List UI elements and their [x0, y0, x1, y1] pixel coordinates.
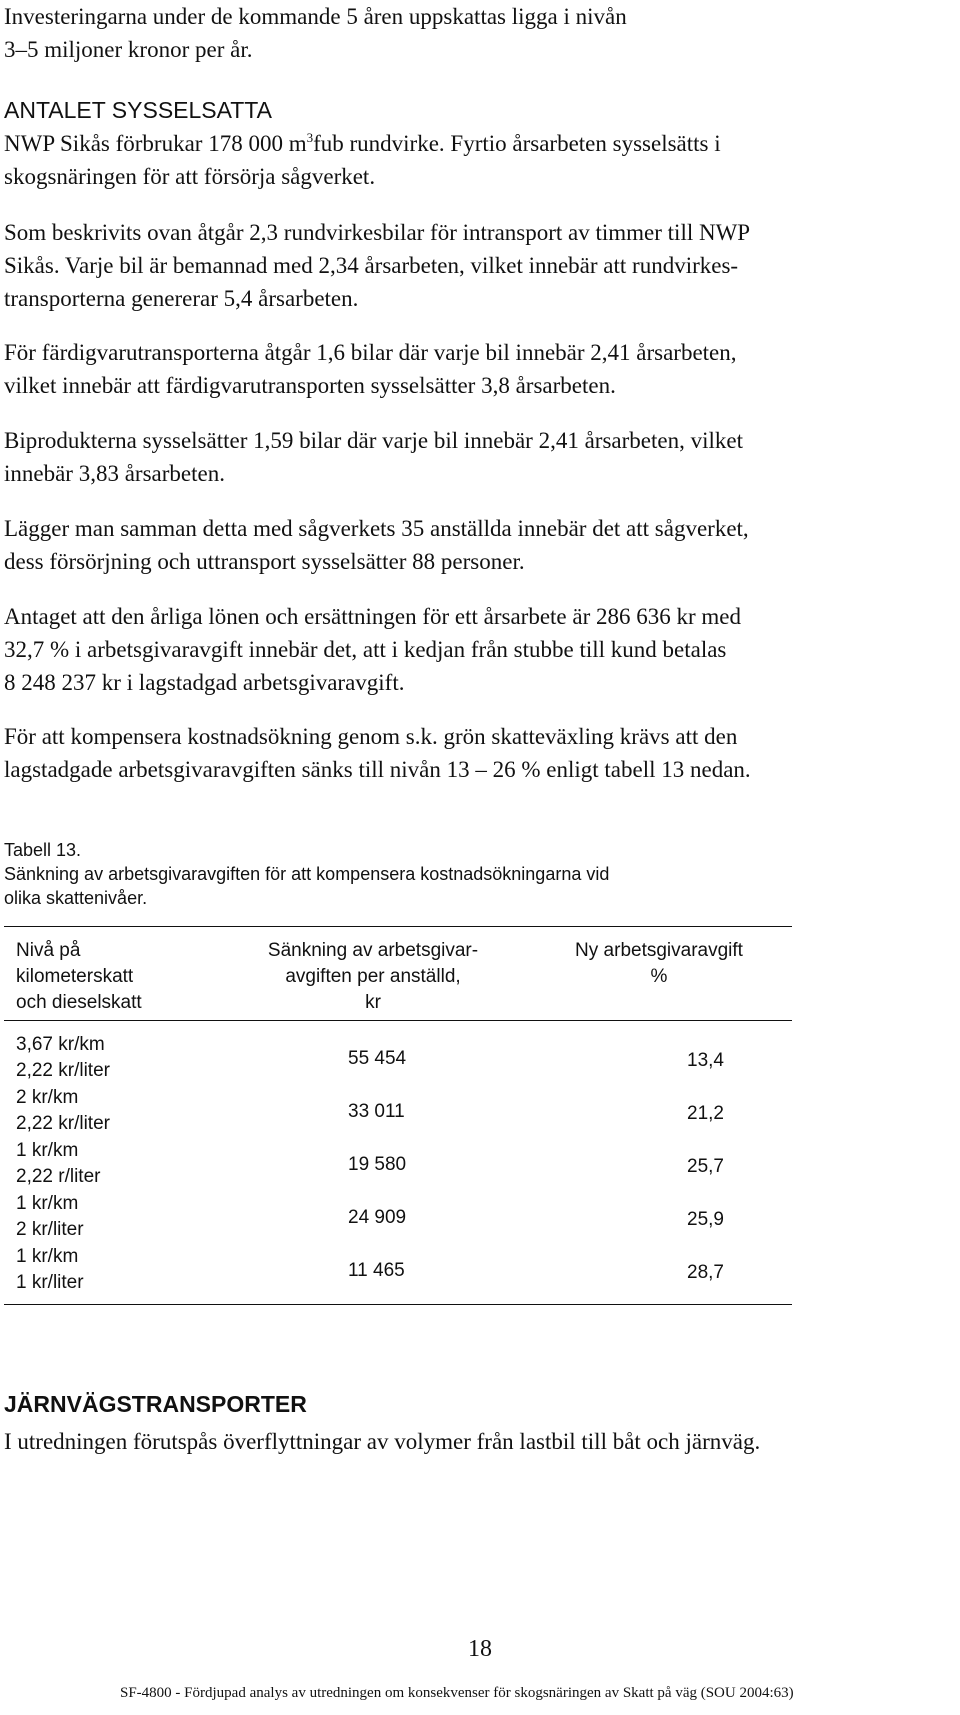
header-level-line-2: kilometerskatt	[16, 966, 134, 987]
paragraph-1	[4, 127, 956, 193]
row-4-level-line-1: 1 kr/km	[16, 1193, 79, 1214]
table-row-1-level	[16, 1032, 236, 1084]
row-3-level-line-2: 2,22 r/liter	[16, 1166, 101, 1187]
paragraph-1-text-b: fub rundvirke. Fyrtio årsarbeten sysselsätts i	[313, 131, 721, 156]
table-row-5-new-fee: 28,7	[687, 1262, 724, 1283]
paragraph-7-line-1: För att kompensera kostnadsökning genom s.k. grön skatteväxling krävs att den	[4, 724, 738, 749]
table-row-5-reduction: 11 465	[348, 1260, 405, 1281]
row-1-level-line-1: 3,67 kr/km	[16, 1034, 105, 1055]
intro-line-1: Investeringarna under de kommande 5 åren uppskattas ligga i nivån	[4, 4, 627, 29]
row-5-level-line-2: 1 kr/liter	[16, 1272, 84, 1293]
paragraph-5-line-2: dess försörjning och uttransport sysselsätter 88 personer.	[4, 549, 525, 574]
paragraph-2-line-1: Som beskrivits ovan åtgår 2,3 rundvirkesbilar för intransport av timmer till NWP	[4, 220, 751, 245]
table-header-new-fee	[544, 938, 774, 990]
paragraph-3-line-1: För färdigvarutransporterna åtgår 1,6 bilar där varje bil innebär 2,41 årsarbeten,	[4, 340, 737, 365]
row-5-level-line-1: 1 kr/km	[16, 1246, 79, 1267]
table-row-1-new-fee: 13,4	[687, 1050, 724, 1071]
paragraph-5-line-1: Lägger man samman detta med sågverkets 35 anställda innebär det att sågverket,	[4, 516, 749, 541]
section-heading-jarnvagstransporter: JÄRNVÄGSTRANSPORTER	[4, 1391, 307, 1417]
row-3-level-line-1: 1 kr/km	[16, 1140, 79, 1161]
paragraph-2-line-2: Sikås. Varje bil är bemannad med 2,34 årsarbeten, vilket innebär att rundvirkes-	[4, 253, 739, 278]
intro-line-2: 3–5 miljoner kronor per år.	[4, 37, 253, 62]
table-row-3-level	[16, 1138, 236, 1190]
header-reduction-line-1: Sänkning av arbetsgivar-	[267, 940, 479, 961]
table-row-2-reduction: 33 011	[348, 1101, 405, 1122]
paragraph-6-line-2: 32,7 % i arbetsgivaravgift innebär det, att i kedjan från stubbe till kund betalas	[4, 637, 727, 662]
paragraph-6	[4, 600, 956, 699]
table-header-rule	[4, 1020, 792, 1021]
header-new-fee-line-1: Ny arbetsgivaravgift	[575, 940, 743, 961]
table-row-4-level	[16, 1191, 236, 1243]
intro-paragraph	[4, 0, 956, 66]
paragraph-3	[4, 336, 956, 402]
row-2-level-line-2: 2,22 kr/liter	[16, 1113, 110, 1134]
table-caption-line-2: Sänkning av arbetsgivaravgiften för att kompensera kostnadsökningarna vid	[4, 864, 610, 884]
header-level-line-1: Nivå på	[16, 940, 81, 961]
paragraph-7-line-2: lagstadgade arbetsgivaravgiften sänks till nivån 13 – 26 % enligt tabell 13 nedan.	[4, 757, 751, 782]
header-level-line-3: och dieselskatt	[16, 992, 142, 1013]
paragraph-2	[4, 216, 956, 315]
paragraph-5	[4, 512, 956, 578]
paragraph-1-text-a: NWP Sikås förbrukar 178 000 m	[4, 131, 307, 156]
paragraph-1-line-2: skogsnäringen för att försörja sågverket.	[4, 164, 376, 189]
paragraph-4	[4, 424, 956, 490]
header-reduction-line-2: avgiften per anställd,	[285, 966, 461, 987]
table-top-rule	[4, 926, 792, 927]
row-4-level-line-2: 2 kr/liter	[16, 1219, 84, 1240]
paragraph-6-line-3: 8 248 237 kr i lagstadgad arbetsgivaravgift.	[4, 670, 405, 695]
table-caption-line-3: olika skattenivåer.	[4, 888, 148, 908]
paragraph-6-line-1: Antaget att den årliga lönen och ersättningen för ett årsarbete är 286 636 kr med	[4, 604, 741, 629]
table-row-3-new-fee: 25,7	[687, 1156, 724, 1177]
table-row-3-reduction: 19 580	[348, 1154, 407, 1175]
row-2-level-line-1: 2 kr/km	[16, 1087, 79, 1108]
table-caption	[4, 838, 764, 910]
section-heading-antalet-sysselsatta: ANTALET SYSSELSATTA	[4, 97, 272, 123]
header-reduction-line-3: kr	[365, 992, 381, 1013]
table-bottom-rule	[4, 1304, 792, 1305]
paragraph-7	[4, 720, 956, 786]
superscript-3: 3	[306, 130, 314, 145]
row-1-level-line-2: 2,22 kr/liter	[16, 1060, 110, 1081]
table-row-4-new-fee: 25,9	[687, 1209, 724, 1230]
paragraph-4-line-1: Biprodukterna sysselsätter 1,59 bilar där varje bil innebär 2,41 årsarbeten, vilket	[4, 428, 743, 453]
paragraph-3-line-2: vilket innebär att färdigvarutransporten sysselsätter 3,8 årsarbeten.	[4, 373, 616, 398]
table-row-2-level	[16, 1085, 236, 1137]
paragraph-jarnvag: I utredningen förutspås överflyttningar av volymer från lastbil till båt och järnväg.	[4, 1429, 761, 1454]
table-caption-title: Tabell 13.	[4, 840, 82, 860]
paragraph-2-line-3: transporterna genererar 5,4 årsarbeten.	[4, 286, 359, 311]
paragraph-4-line-2: innebär 3,83 årsarbeten.	[4, 461, 225, 486]
page-number: 18	[468, 1636, 492, 1662]
table-row-2-new-fee: 21,2	[687, 1103, 724, 1124]
table-header-level	[16, 938, 216, 1016]
table-header-reduction	[248, 938, 498, 1016]
table-row-4-reduction: 24 909	[348, 1207, 407, 1228]
table-row-5-level	[16, 1244, 236, 1296]
table-row-1-reduction: 55 454	[348, 1048, 407, 1069]
page-footer: SF-4800 - Fördjupad analys av utredningen om konsekvenser för skogsnäringen av Skatt på väg (SOU 2004:63)	[120, 1685, 794, 1701]
header-new-fee-line-2: %	[650, 966, 668, 987]
